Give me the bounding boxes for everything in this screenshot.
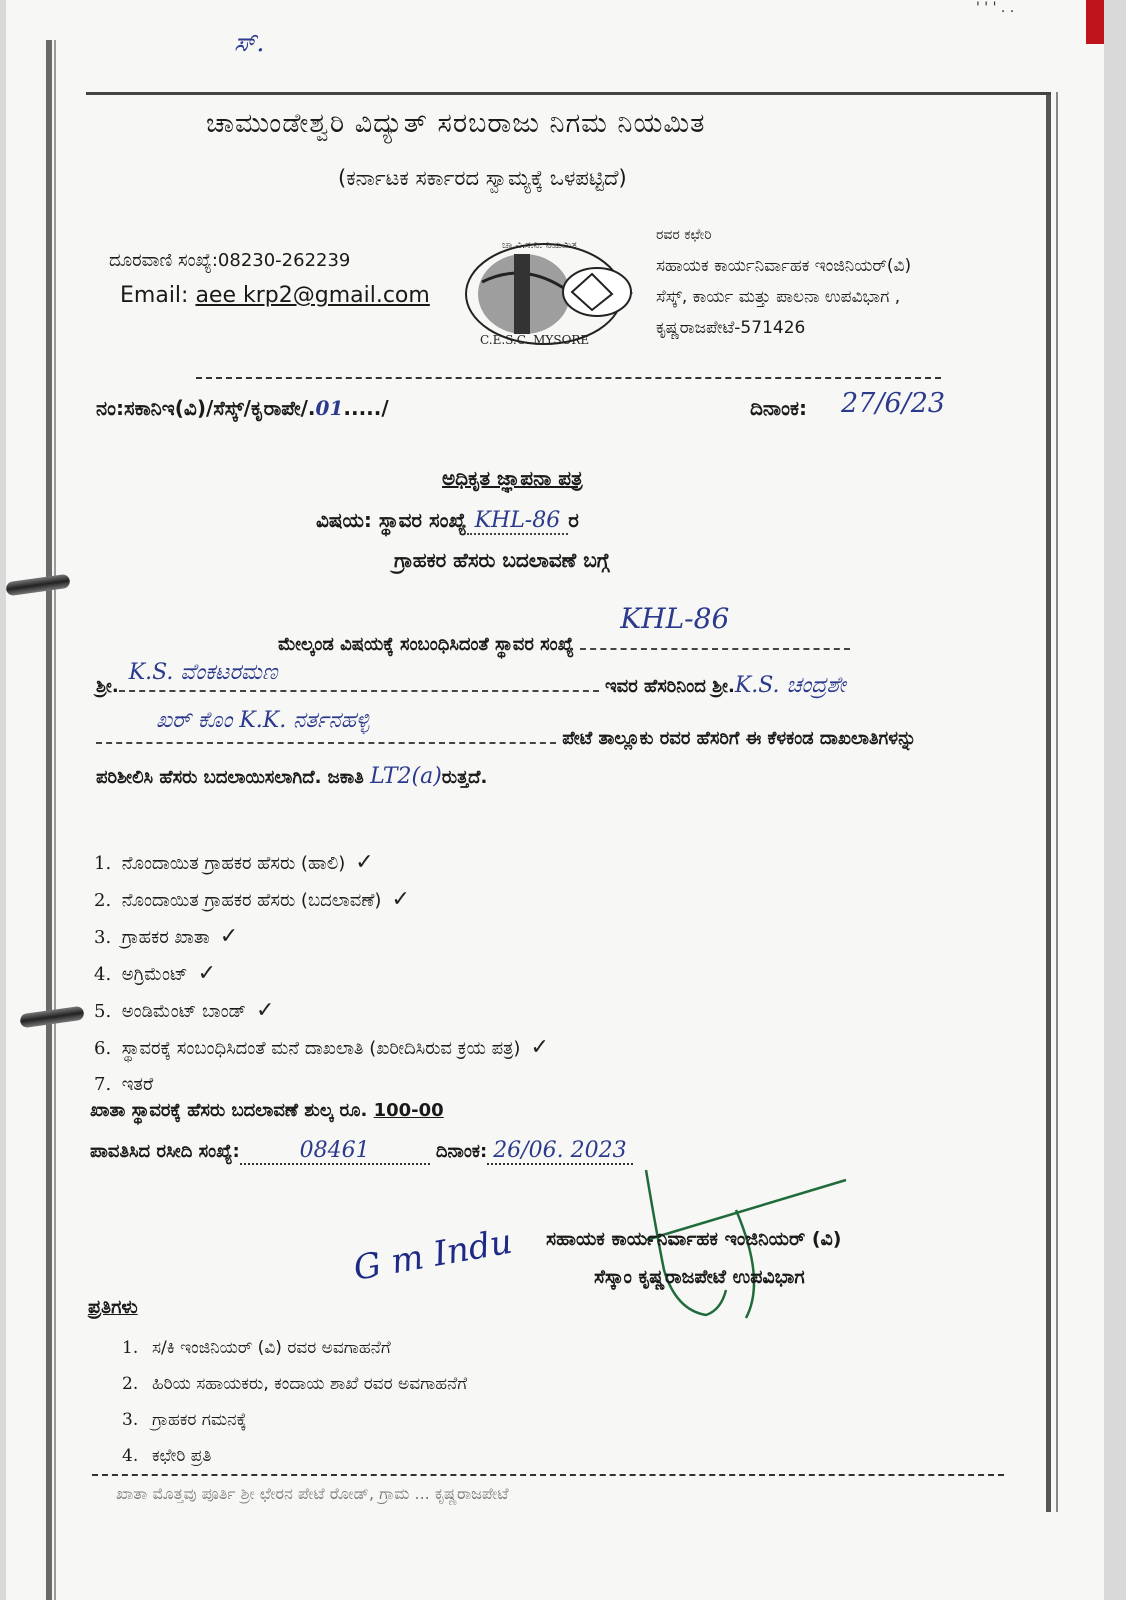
signatory-designation: ಸಹಾಯಕ ಕಾರ್ಯನಿರ್ವಾಹಕ ಇಂಜಿನಿಯರ್ (ವಿ) — [546, 1228, 842, 1250]
check-mark-icon: ✓ — [530, 1035, 549, 1060]
receipt-date: 26/06. 2023 — [493, 1138, 627, 1163]
old-owner-name: K.S. ವೆಂಕಟರಮಣ — [128, 660, 278, 685]
office-line-3: ಕೃಷ್ಣರಾಜಪೇಟೆ-571426 — [656, 318, 806, 338]
top-scribble: ಸ್. — [234, 28, 265, 58]
checklist-label: ಸ್ಥಾವರಕ್ಕೆ ಸಂಬಂಧಿಸಿದಂತೆ ಮನೆ ದಾಖಲಾತಿ (ಖರೀದಿಸಿರುವ ಕ್ರಯ ಪತ್ರ) — [121, 1038, 521, 1059]
checklist-item — [94, 845, 549, 882]
body-line-4-suffix: ರುತ್ತದೆ. — [441, 767, 488, 788]
checklist-num: 4. — [94, 964, 112, 985]
checklist-label: ಅಗ್ರಿಮೆಂಟ್ — [121, 964, 188, 985]
receipt-number: 08461 — [299, 1138, 370, 1163]
footer-divider — [92, 1474, 1004, 1476]
email-line — [120, 283, 430, 308]
copies-title: ಪ್ರತಿಗಳು — [88, 1296, 138, 1318]
company-subtitle: (ಕರ್ನಾಟಕ ಸರ್ಕಾರದ ಸ್ವಾಮ್ಯಕ್ಕೆ ಒಳಪಟ್ಟಿದೆ) — [338, 166, 627, 190]
copies-item — [122, 1438, 467, 1474]
body-line-3-text: ಪೇಟೆ ತಾಲ್ಲೂಕು ರವರ ಹೆಸರಿಗೆ ಈ ಕೆಳಕಂಡ ದಾಖಲಾತಿಗಳನ್ನು — [562, 728, 917, 749]
signatory-office: ಸೆಸ್ಕಾಂ ಕೃಷ್ಣರಾಜಪೇಟೆ ಉಪವಿಭಾಗ — [594, 1266, 805, 1288]
logo-top-text: ಚಾ.ವಿ.ಸ.ನಿ. ನಿಯಮಿತ — [502, 240, 577, 251]
email-label: Email: — [120, 283, 196, 308]
checklist-item — [94, 882, 549, 919]
copies-num: 3. — [122, 1410, 139, 1430]
subject-value: KHL-86 — [474, 508, 561, 533]
reference-label: ನಂ:ಸಕಾನಿಇ(ವಿ)/ಸೆಸ್ಕ್/ಕೃರಾಪೇ/. — [96, 396, 316, 420]
document-checklist — [94, 845, 549, 1103]
checklist-item — [94, 1067, 549, 1103]
company-title: ಚಾಮುಂಡೇಶ್ವರಿ ವಿದ್ಯುತ್ ಸರಬರಾಜು ನಿಗಮ ನಿಯಮಿತ — [206, 108, 706, 139]
checklist-label: ನೊಂದಾಯಿತ ಗ್ರಾಹಕರ ಹೆಸರು (ಬದಲಾವಣೆ) — [121, 890, 382, 911]
top-border-rule — [86, 92, 1051, 95]
checklist-num: 3. — [94, 927, 112, 948]
office-line-0: ರವರ ಕಛೇರಿ — [656, 227, 712, 243]
check-mark-icon: ✓ — [256, 998, 275, 1023]
checklist-label: ನೊಂದಾಯಿತ ಗ್ರಾಹಕರ ಹೆಸರು (ಹಾಲಿ) — [121, 853, 346, 874]
checklist-num: 2. — [94, 890, 112, 911]
checklist-num: 5. — [94, 1001, 112, 1022]
footer-text: ಖಾತಾ ಮೊತ್ತವು ಪೂರ್ತಿ ಶ್ರೀ ಛೇರನ ಪೇಟೆ ರೋಡ್, ಗ್ರಾಮ ... ಕೃಷ್ಣರಾಜಪೇಟೆ — [116, 1484, 509, 1503]
red-tab-edge — [1086, 0, 1104, 44]
body-line-1 — [278, 602, 850, 655]
copies-item — [122, 1366, 467, 1402]
body-line-4-text: ಪರಿಶೀಲಿಸಿ ಹೆಸರು ಬದಲಾಯಿಸಲಾಗಿದೆ. ಜಕಾತಿ — [96, 767, 364, 788]
subject-line-2: ಗ್ರಾಹಕರ ಹೆಸರು ಬದಲಾವಣೆ ಬಗ್ಗೆ — [394, 548, 610, 572]
checklist-label: ಗ್ರಾಹಕರ ಖಾತಾ — [121, 927, 210, 948]
memo-heading: ಅಧಿಕೃತ ಜ್ಞಾಪನಾ ಪತ್ರ — [442, 466, 583, 490]
copies-label: ಸ/ಕಿ ಇಂಜಿನಿಯರ್ (ವಿ) ರವರ ಅವಗಾಹನೆಗೆ — [152, 1338, 391, 1358]
reference-value: 01 — [315, 396, 344, 420]
office-address — [656, 220, 911, 344]
body-line-4 — [96, 764, 487, 789]
left-margin-rule-inner — [54, 40, 56, 1600]
fee-line — [90, 1100, 444, 1121]
date-label: ದಿನಾಂಕ: — [750, 396, 807, 420]
subject-suffix: ರ — [568, 508, 579, 532]
new-owner-name: K.S. ಚಂದ್ರಶೇ — [734, 673, 846, 698]
body-line-1-text: ಮೇಲ್ಕಂಡ ವಿಷಯಕ್ಕೆ ಸಂಬಂಧಿಸಿದಂತೆ ಸ್ಥಾವರ ಸಂಖ್ಯೆ — [278, 634, 574, 655]
checklist-item — [94, 919, 549, 956]
checklist-item — [94, 956, 549, 993]
fee-label: ಖಾತಾ ಸ್ಥಾವರಕ್ಕೆ ಹೆಸರು ಬದಲಾವಣೆ ಶುಲ್ಕ ರೂ. — [90, 1100, 368, 1121]
checklist-item — [94, 1030, 549, 1067]
corner-mark: ' ' ' . . — [976, 0, 1015, 16]
receipt-date-label: ದಿನಾಂಕ: — [435, 1141, 488, 1162]
body-line-2 — [96, 660, 846, 698]
copies-item — [122, 1402, 467, 1438]
copies-item — [122, 1330, 467, 1366]
checklist-item — [94, 993, 549, 1030]
checklist-label: ಅಂಡಿಮೆಂಟ್ ಬಾಂಡ್ — [121, 1001, 246, 1022]
subject-line — [316, 508, 579, 535]
office-line-1: ಸಹಾಯಕ ಕಾರ್ಯನಿರ್ವಾಹಕ ಇಂಜಿನಿಯರ್(ವಿ) — [656, 256, 912, 276]
address-handwritten: ಖರ್ ಕೊಂ K.K. ನರ್ತನಹಳ್ಳಿ — [156, 708, 370, 733]
copies-num: 1. — [122, 1338, 139, 1358]
phone-number: ದೂರವಾಣಿ ಸಂಖ್ಯೆ:08230-262239 — [109, 250, 351, 271]
copies-list — [122, 1330, 467, 1474]
copies-label: ಕಛೇರಿ ಪ್ರತಿ — [152, 1446, 212, 1466]
binder-clip-bottom — [19, 1006, 84, 1029]
cesc-logo — [462, 232, 642, 352]
body-line-1-value: KHL-86 — [620, 602, 730, 635]
body-line-2-prefix: ಶ್ರೀ. — [96, 676, 119, 697]
binder-clip-top — [5, 574, 70, 597]
copies-label: ಗ್ರಾಹಕರ ಗಮನಕ್ಕೆ — [152, 1410, 247, 1430]
office-line-2: ಸೆಸ್ಕ್, ಕಾರ್ಯ ಮತ್ತು ಪಾಲನಾ ಉಪವಿಭಾಗ , — [656, 287, 901, 307]
date-value: 27/6/23 — [841, 388, 946, 419]
header-divider — [196, 377, 941, 379]
reference-suffix: ...../ — [343, 396, 389, 420]
check-mark-icon: ✓ — [391, 887, 410, 912]
logo-bottom-text: C.E.S.C. MYSORE — [480, 333, 590, 347]
right-border-rule-inner — [1056, 92, 1058, 1512]
copies-label: ಹಿರಿಯ ಸಹಾಯಕರು, ಕಂದಾಯ ಶಾಖೆ ರವರ ಅವಗಾಹನೆಗೆ — [152, 1374, 468, 1394]
left-margin-rule — [46, 40, 52, 1600]
email-value: aee krp2@gmail.com — [195, 283, 430, 308]
checklist-num: 7. — [94, 1074, 112, 1095]
reference-number — [96, 396, 389, 420]
check-mark-icon: ✓ — [219, 924, 239, 949]
checklist-label: ಇತರೆ — [121, 1074, 154, 1095]
receipt-line — [90, 1138, 633, 1165]
body-line-3 — [96, 708, 917, 749]
fee-amount: 100-00 — [373, 1100, 444, 1121]
document-page — [6, 0, 1104, 1600]
tariff-value: LT2(a) — [370, 764, 442, 789]
check-mark-icon: ✓ — [197, 961, 217, 986]
right-border-rule — [1046, 92, 1051, 1512]
check-mark-icon: ✓ — [355, 850, 374, 875]
receipt-label: ಪಾವತಿಸಿದ ರಸೀದಿ ಸಂಖ್ಯೆ: — [90, 1141, 240, 1162]
subject-label: ವಿಷಯ: ಸ್ಥಾವರ ಸಂಖ್ಯೆ — [316, 508, 467, 532]
checklist-num: 6. — [94, 1038, 112, 1059]
copies-num: 2. — [122, 1374, 139, 1394]
body-line-2-mid: ಇವರ ಹೆಸರಿನಿಂದ ಶ್ರೀ. — [604, 676, 735, 697]
copies-num: 4. — [122, 1446, 139, 1466]
signature-text: G m Indu — [350, 1221, 516, 1289]
checklist-num: 1. — [94, 853, 112, 874]
